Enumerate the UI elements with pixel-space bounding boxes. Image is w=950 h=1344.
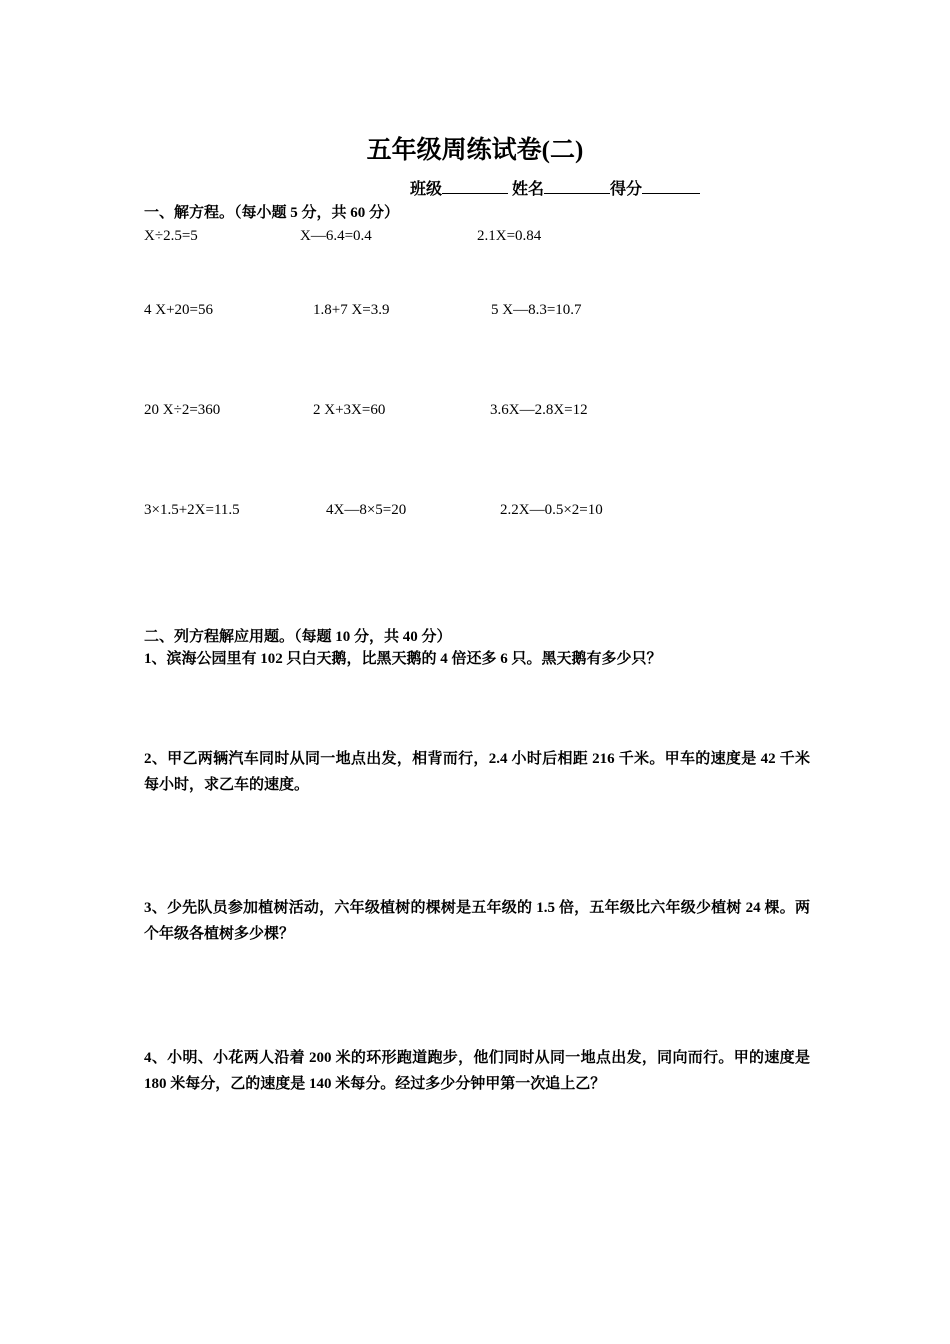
word-problem-4: 4、小明、小花两人沿着 200 米的环形跑道跑步，他们同时从同一地点出发，同向而行。甲的速度是 180 米每分，乙的速度是 140 米每分。经过多少分钟甲第一次追上乙？ bbox=[144, 1050, 810, 1092]
equation-1-1: X÷2.5=5 bbox=[144, 228, 198, 244]
score-label: 得分 bbox=[610, 181, 643, 198]
equation-3-2: 2 X+3X=60 bbox=[313, 402, 386, 418]
name-label: 姓名 bbox=[512, 181, 545, 198]
word-problem-2: 2、甲乙两辆汽车同时从同一地点出发，相背而行，2.4 小时后相距 216 千米。甲车的速度是 42 千米每小时，求乙车的速度。 bbox=[144, 751, 810, 793]
section2-heading: 二、列方程解应用题。（每题 10 分，共 40 分） bbox=[144, 629, 452, 645]
equation-3-3: 3.6X—2.8X=12 bbox=[490, 402, 588, 418]
equation-2-2: 1.8+7 X=3.9 bbox=[313, 302, 390, 318]
equation-4-2: 4X—8×5=20 bbox=[326, 502, 407, 518]
class-blank bbox=[442, 179, 508, 194]
equation-3-1: 20 X÷2=360 bbox=[144, 402, 221, 418]
name-blank bbox=[544, 179, 610, 194]
student-info-line bbox=[410, 176, 700, 199]
equation-2-3: 5 X—8.3=10.7 bbox=[491, 302, 582, 318]
word-problem-3: 3、少先队员参加植树活动，六年级植树的棵树是五年级的 1.5 倍，五年级比六年级少植树 24 棵。两个年级各植树多少棵？ bbox=[144, 900, 810, 942]
page-title: 五年级周练试卷(二) bbox=[366, 137, 584, 164]
word-problem-1: 1、滨海公园里有 102 只白天鹅，比黑天鹅的 4 倍还多 6 只。黑天鹅有多少只？ bbox=[144, 651, 662, 667]
class-label: 班级 bbox=[410, 181, 443, 198]
equation-4-1: 3×1.5+2X=11.5 bbox=[144, 502, 240, 518]
equation-2-1: 4 X+20=56 bbox=[144, 302, 214, 318]
section1-heading: 一、解方程。（每小题 5 分，共 60 分） bbox=[144, 205, 400, 221]
equation-1-2: X—6.4=0.4 bbox=[300, 228, 372, 244]
score-blank bbox=[642, 179, 700, 194]
equation-4-3: 2.2X—0.5×2=10 bbox=[500, 502, 603, 518]
equation-1-3: 2.1X=0.84 bbox=[477, 228, 542, 244]
